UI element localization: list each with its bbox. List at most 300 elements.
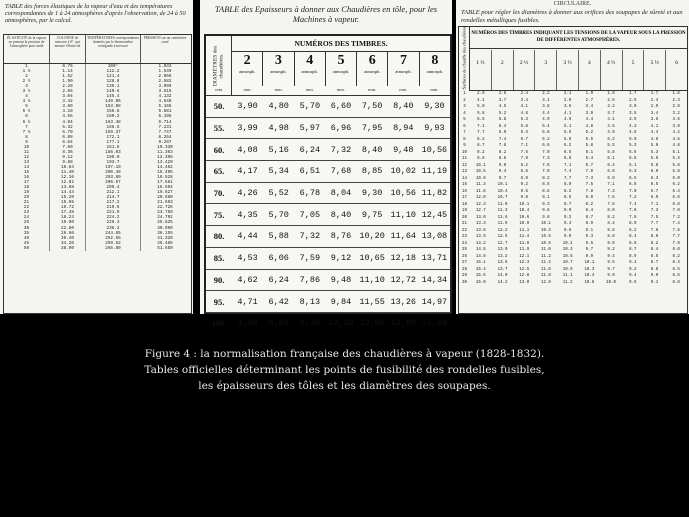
table-cell: 5.8 <box>542 131 550 135</box>
table-cell: 5.4 <box>542 124 550 129</box>
table-cell: 8.8 <box>650 267 659 272</box>
table-cell: 14.2 <box>475 241 486 246</box>
table-cell: 128.8 <box>86 79 141 84</box>
table-cell: 6.08 <box>50 135 86 140</box>
thickness-cell: 8,85 <box>361 166 383 177</box>
table-cell: 11.6 <box>497 215 508 220</box>
table-cell: 14 <box>4 165 50 170</box>
table-cell: 10.330 <box>157 144 173 150</box>
thickness-cell: 13,80 <box>390 318 417 329</box>
table-cell: 22.80 <box>50 226 86 231</box>
table-cell: 7.9 <box>672 241 680 246</box>
atmosphere-column-header: 2 atmosph. <box>232 52 263 86</box>
elasticity-table-title: TABLE des forces élastiques de la vapeur d'eau et des températures correspondantes de 1 à 24 atmosphères d'après l'observation, de 24 à 50 atmosphères, par le calcul. <box>5 3 186 24</box>
table-cell: 16.528 <box>157 175 173 181</box>
valve-diameter-page <box>456 0 689 314</box>
table-cell: 145.4 <box>86 94 141 99</box>
table-cell: 3.7 <box>498 98 507 103</box>
thickness-cell: 8,13 <box>299 296 321 307</box>
table-cell: 13 <box>462 170 467 174</box>
thickness-cell: 4,53 <box>237 253 258 264</box>
pressure-column-header: 5 ½ <box>644 50 666 90</box>
table-cell: 11.8 <box>541 274 551 278</box>
table-cell: 5.8 <box>672 170 680 174</box>
diameter-cell: 80. <box>213 231 225 242</box>
table-cell: 12.3 <box>519 261 530 265</box>
table-cell: 7.7 <box>650 222 659 226</box>
table-cell: 14.8 <box>475 254 486 259</box>
table-cell: 9.0 <box>650 274 659 278</box>
table-cell: 50 <box>4 246 50 251</box>
table-cell: 8.0 <box>563 183 572 187</box>
diameter-cell: 85. <box>213 253 225 264</box>
table-cell: 265.89 <box>86 246 141 251</box>
table-cell: 3.9 <box>672 124 680 129</box>
table-cell: 11 <box>4 150 50 155</box>
table-cell: 15.4 <box>475 267 486 272</box>
boiler-thickness-page <box>200 0 452 329</box>
table-cell: 7.4 <box>629 202 637 207</box>
table-cell: 224.2 <box>86 215 141 220</box>
table-cell: 7.747 <box>158 129 172 135</box>
thickness-cell: 14,97 <box>421 296 448 307</box>
table-cell: 6.0 <box>650 170 659 174</box>
valve-diameter-title: TABLE pour régler les diamètres à donner aux orifices des soupapes de sûreté et aux rondelles métalliques fusibles. <box>461 9 683 24</box>
table-cell: 9.2 <box>477 150 485 155</box>
table-cell: 8.0 <box>607 209 615 213</box>
thickness-cell: 9,75 <box>361 209 383 220</box>
table-cell: 23 <box>462 235 467 239</box>
table-cell: 7.8 <box>498 144 507 148</box>
stamp-numbers-header: NUMÉROS DES TIMBRES. <box>232 36 450 52</box>
table-cell: 14.5 <box>475 248 486 252</box>
table-cell: 9.4 <box>607 254 615 259</box>
table-cell: 18.24 <box>50 215 86 220</box>
table-cell: 4.8 <box>585 124 594 129</box>
table-cell: 5.5 <box>563 131 572 135</box>
thickness-cell: 6,24 <box>268 274 289 285</box>
pressure-column-header: 1 ½ <box>470 50 492 90</box>
table-cell: 13.3 <box>475 222 486 226</box>
table-cell: 4.18 <box>50 109 86 114</box>
table-cell: 7.0 <box>585 170 594 174</box>
atmosphere-label: atmosph. <box>238 69 256 74</box>
thickness-cell: 11,82 <box>421 188 448 199</box>
table-cell: 8.0 <box>629 222 637 226</box>
table-cell: 6.4 <box>607 163 615 168</box>
table-cell: 2.8 <box>672 105 680 109</box>
unit-cell: mm. <box>368 87 377 92</box>
table-row <box>4 246 191 251</box>
table-cell: 7.3 <box>542 157 550 161</box>
table-cell: 7.5 <box>650 215 659 220</box>
table-cell: 3.42 <box>50 99 86 104</box>
stamp-tension-header: NUMÉROS DES TIMBRES INDIQUANT LES TENSIONS DE LA VAPEUR SOUS LA PRESSION DE DIFFÉRENTES ATMOSPHÈRES. <box>470 27 687 49</box>
table-cell: 18 <box>4 185 50 190</box>
thickness-cell: 6,96 <box>330 123 352 134</box>
table-cell: 5.5 <box>607 144 615 148</box>
table-cell: 4.2 <box>672 131 680 135</box>
table-cell: 6.9 <box>607 176 615 181</box>
table-cell: 6.6 <box>672 196 680 200</box>
thickness-cell: 11,19 <box>421 166 448 177</box>
table-cell: 11.363 <box>157 149 173 155</box>
table-cell: 3.5 <box>629 111 637 116</box>
table-cell: 30.40 <box>50 236 86 241</box>
table-cell: 6.1 <box>629 163 637 168</box>
thickness-cell: 6,78 <box>299 188 321 199</box>
unit-cell: mm. <box>399 87 408 92</box>
table-cell: 8.2 <box>563 189 572 194</box>
table-cell: 2.4 <box>520 92 528 96</box>
table-cell: 2.7 <box>585 98 594 103</box>
atmosphere-column-header: 8 atmosph. <box>420 52 450 86</box>
table-cell: 24 <box>462 241 467 246</box>
atmosphere-label: atmosph. <box>301 69 318 74</box>
table-cell: 9.9 <box>563 235 572 239</box>
table-cell: 9.2 <box>607 248 615 252</box>
table-cell: 11.6 <box>475 189 486 194</box>
table-cell: 2.3 <box>672 98 680 103</box>
table-cell: 46.485 <box>157 240 173 246</box>
thickness-cell: 7,32 <box>330 144 352 155</box>
table-cell: 10.5 <box>541 235 551 239</box>
table-cell: 9.6 <box>563 228 572 233</box>
table-cell: 10 <box>462 150 467 155</box>
table-cell: 9.1 <box>585 228 594 233</box>
table-cell: 7.1 <box>650 202 659 207</box>
table-cell: 11.2 <box>562 280 573 285</box>
table-cell: 6 <box>4 114 50 119</box>
table-cell: 181.6 <box>86 145 141 150</box>
thickness-cell: 9,30 <box>361 188 383 199</box>
atmosphere-column-header: 4 atmosph. <box>295 52 326 86</box>
table-cell: 25 <box>462 248 467 252</box>
table-cell: 3.7 <box>607 111 615 116</box>
table-cell: 140.6 <box>86 89 141 94</box>
table-cell: 4 ½ <box>4 99 50 104</box>
thickness-cell: 13,08 <box>421 231 448 242</box>
table-cell: 10.3 <box>584 267 595 272</box>
table-cell: 6.4 <box>672 189 680 194</box>
atmosphere-headers <box>232 52 450 86</box>
table-cell: 10.7 <box>562 261 573 265</box>
table-cell: 5.8 <box>585 144 594 148</box>
table-cell: 13 <box>4 160 50 165</box>
table-cell: 12.0 <box>475 196 486 200</box>
table-cell: 7.1 <box>477 124 485 129</box>
table-cell: 11.6 <box>519 241 530 246</box>
table-cell: 8.8 <box>542 189 550 194</box>
heating-surface-header <box>459 27 470 91</box>
table-cell: 10.3 <box>562 248 573 252</box>
table-cell: 8.6 <box>629 241 637 246</box>
table-cell: 9.6 <box>477 157 485 161</box>
table-cell: 2.582 <box>158 79 172 85</box>
table-cell: 9.4 <box>563 222 572 226</box>
table-cell: 172.1 <box>86 135 141 140</box>
table-cell: 8.5 <box>563 196 572 200</box>
table-cell: 12.1 <box>519 254 530 259</box>
table-cell: 5.70 <box>50 130 86 135</box>
table-cell: 212.1 <box>86 190 141 195</box>
table-cell: 13.429 <box>157 159 173 165</box>
table-cell: 10.0 <box>606 280 616 285</box>
thickness-cell: 12,18 <box>390 253 417 264</box>
table-cell: 24 <box>4 215 50 220</box>
boiler-thickness-body <box>206 96 450 329</box>
table-cell: 8.5 <box>542 183 550 187</box>
thickness-cell: 8,40 <box>393 101 414 112</box>
table-cell: 8.2 <box>607 215 615 220</box>
table-cell: 9.6 <box>629 280 637 285</box>
table-cell: 7 <box>4 125 50 130</box>
table-cell: 5.8 <box>563 137 572 142</box>
table-cell: 10 <box>4 145 50 150</box>
table-cell: 8.7 <box>629 248 637 252</box>
caption-line-1: Figure 4 : la normalisation française des chaudières à vapeur (1828-1832). <box>144 348 545 360</box>
table-cell: 2.9 <box>477 92 485 96</box>
table-cell: 12 <box>4 155 50 160</box>
table-cell: 9.2 <box>520 183 528 187</box>
table-cell: 10.4 <box>497 189 508 194</box>
thickness-cell: 13,26 <box>390 296 417 307</box>
table-cell: 2 ½ <box>4 79 50 84</box>
table-cell: 2.4 <box>650 98 659 103</box>
table-cell: 2.5 <box>629 98 637 103</box>
table-cell: 8.2 <box>542 176 550 181</box>
table-cell: 8.264 <box>158 134 172 140</box>
table-cell: 6.5 <box>563 150 572 155</box>
table-cell: 8.7 <box>563 202 572 207</box>
unit-cell: mm. <box>430 87 439 92</box>
table-cell: 5.6 <box>672 163 680 168</box>
thickness-cell: 9,48 <box>330 274 352 285</box>
thickness-cell: 4,71 <box>237 296 258 307</box>
table-cell: 25.825 <box>157 220 173 226</box>
table-cell: 7.0 <box>542 150 550 155</box>
table-cell: 13.7 <box>497 267 508 272</box>
table-cell: 221.9 <box>86 210 141 215</box>
table-cell: 5.8 <box>650 163 659 168</box>
diameter-cell: 90. <box>213 274 225 285</box>
table-cell: 5.1 <box>672 150 680 155</box>
atmosphere-label: atmosph. <box>332 69 350 74</box>
table-cell: 17 <box>4 180 50 185</box>
table-row <box>206 118 450 140</box>
table-cell: 244.85 <box>86 231 141 236</box>
table-cell: 11.2 <box>541 254 551 259</box>
thickness-cell: 7,05 <box>299 209 321 220</box>
table-cell: 193.7 <box>86 160 141 165</box>
table-cell: 8.4 <box>650 248 659 252</box>
table-cell: 5.2 <box>607 137 615 142</box>
table-cell: 6.7 <box>650 189 659 194</box>
table-cell: 9.8 <box>520 196 528 200</box>
table-cell: 3.9 <box>585 111 594 116</box>
table-cell: 3 <box>463 105 466 109</box>
table-cell: 7.5 <box>585 183 594 187</box>
thickness-cell: 7,59 <box>299 253 321 264</box>
table-cell: 1 <box>4 64 50 69</box>
unit-cell: mm. <box>336 87 346 92</box>
thickness-cell: 4,98 <box>268 123 289 134</box>
atmosphere-label: atmosph. <box>364 69 381 74</box>
table-cell: 29 <box>462 274 467 278</box>
diameter-cell: 70. <box>213 188 225 199</box>
table-cell: 190.0 <box>86 155 141 160</box>
table-cell: 2.9 <box>650 105 659 109</box>
table-cell: 3.2 <box>607 105 615 109</box>
table-cell: 17.48 <box>50 210 86 215</box>
table-cell: 7.2 <box>629 196 637 200</box>
table-cell: 15.6 <box>475 274 486 278</box>
table-cell: 4.56 <box>50 114 86 119</box>
table-cell: 200.48 <box>86 170 141 175</box>
thickness-cell: 5,70 <box>268 209 289 220</box>
table-cell: 5.2 <box>498 111 507 116</box>
table-cell: 8.3 <box>672 261 680 265</box>
table-cell: 1.549 <box>158 69 172 75</box>
table-cell: 10.4 <box>584 274 595 278</box>
table-cell: 8.2 <box>650 241 659 246</box>
table-cell: 11.1 <box>562 274 573 278</box>
table-cell: 12 <box>462 163 467 168</box>
table-cell: 9.2 <box>563 215 572 220</box>
table-cell: 12.8 <box>519 274 530 278</box>
table-cell: 8 <box>4 135 50 140</box>
thickness-cell: 4,08 <box>237 144 258 155</box>
table-cell: 7.6 <box>629 209 637 213</box>
table-cell: 5 ½ <box>4 109 50 114</box>
table-cell: 19 <box>462 209 467 213</box>
table-cell: 7.4 <box>672 222 680 226</box>
table-cell: 8.7 <box>585 215 594 220</box>
diameter-cell: 50. <box>213 101 225 112</box>
table-cell: 10.1 <box>584 261 595 265</box>
table-cell: 7.7 <box>563 176 572 181</box>
table-cell: 9.5 <box>607 261 615 265</box>
table-cell: 209.4 <box>86 185 141 190</box>
table-cell: 8.2 <box>477 137 485 142</box>
thickness-cell: 4,17 <box>237 166 258 177</box>
table-cell: 30.990 <box>157 225 173 231</box>
table-cell: 7.0 <box>629 189 637 194</box>
table-row <box>459 280 687 287</box>
table-cell: 22 <box>462 228 467 233</box>
elasticity-table <box>3 34 192 314</box>
table-cell: 9.6 <box>542 209 550 213</box>
table-cell: 13.6 <box>475 228 486 233</box>
table-cell: 11.9 <box>497 222 508 226</box>
table-cell: 13.2 <box>497 254 508 259</box>
table-cell: 10.6 <box>519 215 530 220</box>
diameter-cell: 75. <box>213 209 225 220</box>
table-cell: 3.6 <box>563 105 572 109</box>
table-cell: 9 <box>4 140 50 145</box>
table-cell: 9.2 <box>629 267 637 272</box>
pressure-column-headers <box>470 50 687 91</box>
table-cell: 10.7 <box>497 196 508 200</box>
table-cell: 5.5 <box>629 150 637 155</box>
table-cell: 20 <box>462 215 467 220</box>
table-cell: 8.7 <box>650 261 659 265</box>
thickness-cell: 7,32 <box>299 231 321 242</box>
table-cell: 1.9 <box>585 92 594 96</box>
atmosphere-label: atmosph. <box>426 69 444 74</box>
header-elasticity: ÉLASTICITÉ de la vapeur en prenant la pression de l'atmosphère pour unité <box>4 35 50 63</box>
table-cell: 5.8 <box>607 150 615 155</box>
diameter-cell: 95. <box>213 296 225 307</box>
table-cell: 19 <box>4 190 50 195</box>
table-cell: 6.7 <box>585 163 594 168</box>
table-cell: 7.5 <box>520 150 528 155</box>
table-cell: 149.06 <box>86 99 141 104</box>
thickness-cell: 12,72 <box>390 274 417 285</box>
header-mercury-column: COLONNE de mercure à 0°, qui mesure l'élasticité <box>50 35 86 63</box>
table-cell: 7.1 <box>563 163 572 168</box>
table-cell: 10.9 <box>519 222 530 226</box>
table-cell: 13.9 <box>475 235 486 239</box>
table-cell: 10.4 <box>519 209 530 213</box>
table-cell: 13.0 <box>475 215 486 220</box>
table-cell: 4 <box>463 111 466 116</box>
table-cell: 6.1 <box>607 157 615 161</box>
table-cell: 7.5 <box>672 228 680 233</box>
table-cell: 3.099 <box>158 84 172 90</box>
thickness-cell: 10,20 <box>359 231 385 242</box>
table-cell: 6.3 <box>520 131 528 135</box>
table-cell: 11.1 <box>519 228 530 233</box>
table-cell: 5.3 <box>672 157 680 161</box>
table-cell: 3.8 <box>542 105 550 109</box>
table-cell: 7.8 <box>629 215 637 220</box>
table-cell: 8.2 <box>629 228 637 233</box>
table-cell: 26 <box>462 254 467 259</box>
table-cell: 177.1 <box>86 140 141 145</box>
thickness-cell: 5,70 <box>299 101 321 112</box>
table-cell: 13.5 <box>497 261 508 265</box>
table-cell: 5.165 <box>158 104 172 110</box>
table-cell: 5 <box>4 104 50 109</box>
table-cell: 12.5 <box>519 267 530 272</box>
thickness-cell: 7,86 <box>299 274 321 285</box>
table-cell: 5.2 <box>585 131 594 135</box>
table-cell: 10.9 <box>475 176 486 181</box>
thickness-cell: 4,80 <box>237 318 258 329</box>
table-cell: 6.84 <box>50 140 86 145</box>
circular-label: CIRCULAIRE. <box>553 1 592 7</box>
table-cell: 4.4 <box>542 111 550 116</box>
table-cell: 8.0 <box>650 235 659 239</box>
table-cell: 4.3 <box>629 124 637 129</box>
table-cell: 100° <box>86 64 141 69</box>
header-pressure: PRESSION sur un centimètre carré <box>143 36 187 45</box>
table-cell: 22 <box>4 205 50 210</box>
table-cell: 6.8 <box>672 202 680 207</box>
thickness-cell: 6,42 <box>268 296 289 307</box>
table-cell: 169.37 <box>86 130 141 135</box>
table-cell: 8.6 <box>520 170 528 174</box>
pressure-column-header: 4 <box>579 50 601 90</box>
table-cell: 2.6 <box>498 92 507 96</box>
table-cell: 9.1 <box>542 196 550 200</box>
table-cell: 7.2 <box>672 215 680 220</box>
table-cell: 3.8 <box>650 118 659 122</box>
table-cell: 6 ½ <box>4 120 50 125</box>
table-cell: 1 <box>463 92 466 96</box>
table-cell: 8.4 <box>585 209 594 213</box>
